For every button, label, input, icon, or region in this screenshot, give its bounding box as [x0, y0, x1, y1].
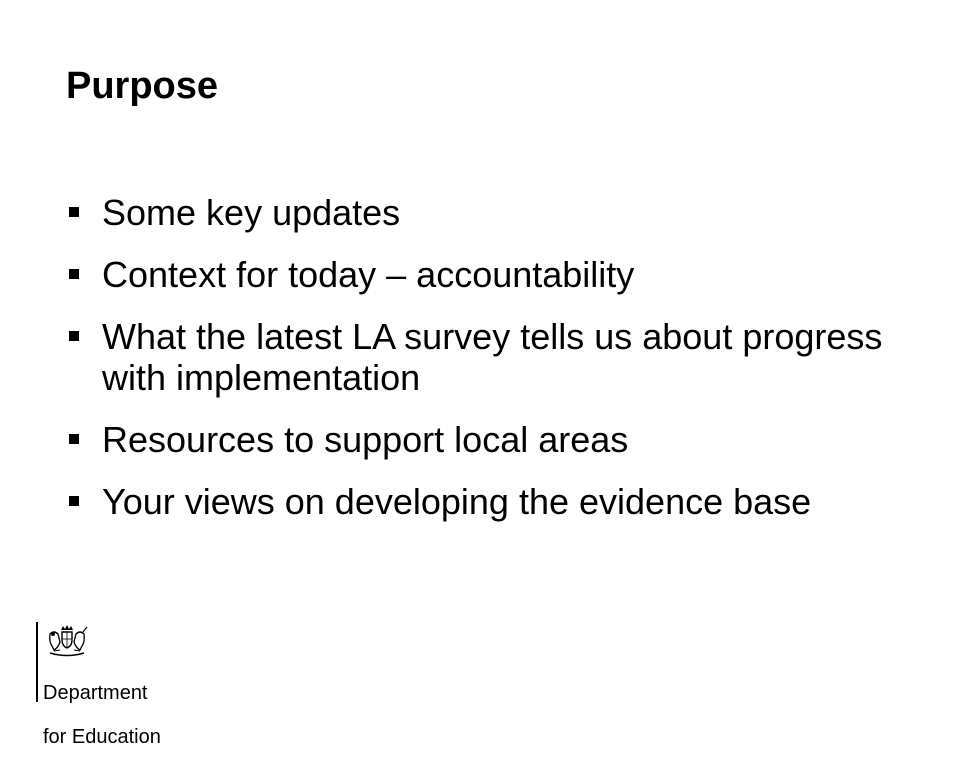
logo-line-2: for Education — [43, 726, 161, 748]
square-bullet-icon — [69, 269, 79, 279]
square-bullet-icon — [69, 496, 79, 506]
bullet-item — [66, 254, 936, 295]
logo-text — [43, 660, 161, 770]
slide-title: Purpose — [66, 65, 219, 107]
bullet-item — [66, 481, 936, 522]
bullet-text: Resources to support local areas — [102, 419, 629, 460]
square-bullet-icon — [69, 207, 79, 217]
square-bullet-icon — [69, 331, 79, 341]
bullet-item — [66, 316, 936, 398]
royal-coat-of-arms-icon — [42, 624, 92, 660]
bullet-text: Some key updates — [102, 192, 401, 233]
logo-divider — [36, 622, 38, 702]
bullet-text: Your views on developing the evidence base — [102, 481, 812, 522]
bullet-item — [66, 419, 936, 460]
bullet-item — [66, 192, 936, 233]
bullet-list — [66, 192, 936, 543]
square-bullet-icon — [69, 434, 79, 444]
bullet-text: What the latest LA survey tells us about progress with implementation — [102, 316, 883, 398]
department-for-education-logo — [36, 622, 196, 748]
logo-line-1: Department — [43, 682, 148, 704]
bullet-text: Context for today – accountability — [102, 254, 635, 295]
